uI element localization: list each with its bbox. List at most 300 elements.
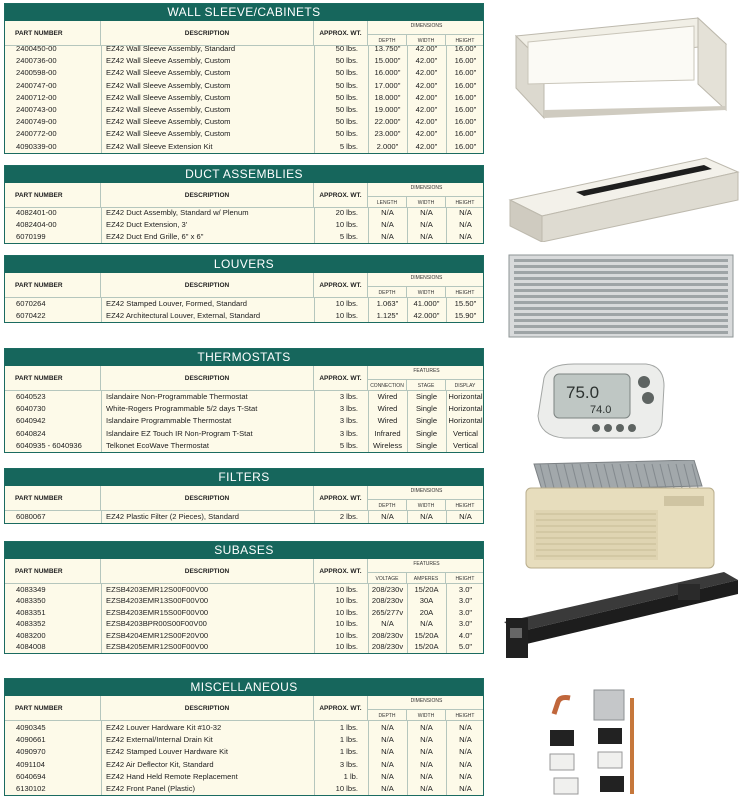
- section-2: [4, 255, 484, 323]
- section-title: THERMOSTATS: [5, 349, 483, 366]
- cell-dim-3: Horizontal: [448, 392, 483, 401]
- section-0: [4, 3, 484, 154]
- header-group-title: DIMENSIONS: [410, 23, 443, 29]
- table-row: [5, 104, 484, 116]
- cell-dim-3: 16.00": [454, 141, 477, 151]
- cell-dim-2: 42.000": [413, 311, 440, 321]
- cell-dim-1: N/A: [381, 220, 394, 230]
- cell-description: Islandaire Programmable Thermostat: [106, 416, 232, 426]
- cell-description: EZ42 Wall Sleeve Assembly, Custom: [106, 56, 231, 66]
- cell-weight: 1 lbs.: [339, 723, 358, 732]
- cell-dim-2: 42.00": [415, 129, 438, 139]
- cell-dim-2: N/A: [420, 735, 433, 745]
- duct-assembly-image: [506, 150, 742, 242]
- cell-description: Islandaire Non-Programmable Thermostat: [106, 392, 248, 401]
- cell-dim-2: N/A: [420, 723, 433, 732]
- cell-description: EZ42 Louver Hardware Kit #10-32: [106, 723, 222, 732]
- cell-dim-2: 15/20A: [414, 630, 439, 640]
- header-sub-2: HEIGHT: [446, 709, 484, 721]
- table-row: [5, 415, 484, 427]
- header-weight: APPROX. WT.: [314, 486, 368, 511]
- header-sub-1: STAGE: [407, 379, 446, 391]
- cell-part-number: 2400743-00: [16, 105, 57, 114]
- table-row: [5, 92, 484, 104]
- cell-weight: 10 lbs.: [335, 607, 358, 617]
- cell-dim-3: 3.0": [458, 596, 473, 606]
- header-part-number: PART NUMBER: [5, 21, 101, 46]
- table-row: [5, 428, 484, 440]
- cell-description: EZ42 Wall Sleeve Assembly, Custom: [106, 117, 231, 127]
- header-group-title: FEATURES: [413, 561, 440, 567]
- cell-dim-2: 42.00": [415, 44, 438, 53]
- cell-dim-1: N/A: [381, 747, 394, 757]
- table-row: [5, 630, 484, 642]
- header-group: [368, 366, 484, 391]
- cell-dim-1: 208/230v: [371, 596, 404, 606]
- cell-dim-3: N/A: [459, 747, 472, 757]
- cell-dim-3: N/A: [459, 784, 472, 793]
- header-sub-1: AMPERES: [407, 572, 446, 584]
- header-part-number: PART NUMBER: [5, 696, 101, 721]
- header-sub-1: WIDTH: [407, 34, 446, 46]
- cell-part-number: 4083352: [16, 619, 46, 629]
- cell-weight: 10 lbs.: [335, 784, 358, 793]
- table-row: [5, 128, 484, 140]
- cell-dim-1: 265/277v: [371, 607, 404, 617]
- table-row: [5, 746, 484, 758]
- cell-dim-1: 2.000": [376, 141, 399, 151]
- cell-dim-1: 15.000": [374, 56, 401, 66]
- table-header: [5, 696, 483, 721]
- section-title: MISCELLANEOUS: [5, 679, 483, 696]
- cell-part-number: 4083349: [16, 585, 46, 594]
- section-title: FILTERS: [5, 469, 483, 486]
- cell-description: EZ42 Wall Sleeve Assembly, Custom: [106, 80, 231, 90]
- cell-description: EZ42 Wall Sleeve Assembly, Custom: [106, 105, 231, 114]
- cell-part-number: 4083350: [16, 596, 46, 606]
- cell-weight: 5 lbs.: [339, 141, 358, 151]
- cell-weight: 50 lbs.: [335, 56, 358, 66]
- cell-dim-2: N/A: [420, 784, 433, 793]
- section-title: WALL SLEEVE/CABINETS: [5, 4, 483, 21]
- cell-dim-2: 20A: [419, 607, 434, 617]
- cell-part-number: 4090345: [16, 723, 46, 732]
- cell-part-number: 6070199: [16, 232, 46, 242]
- cell-description: EZSB4203EMR12S00F00V00: [106, 585, 209, 594]
- cell-description: EZ42 Duct Extension, 3': [106, 220, 188, 230]
- cell-description: EZSB4203EMR13S00F00V00: [106, 596, 209, 606]
- cell-dim-1: 1.125": [376, 311, 399, 321]
- cell-weight: 3 lbs.: [339, 759, 358, 769]
- cell-weight: 10 lbs.: [335, 630, 358, 640]
- cell-dim-1: N/A: [381, 619, 394, 629]
- cell-weight: 20 lbs.: [335, 208, 358, 217]
- louver-slat: [514, 313, 728, 316]
- table-row: [5, 783, 484, 795]
- louver-slat: [514, 301, 728, 304]
- cell-part-number: 2400450-00: [16, 44, 57, 53]
- cell-weight: 5 lbs.: [339, 440, 358, 450]
- thermostat-image: [534, 360, 668, 442]
- header-group: [368, 696, 484, 721]
- cell-dim-2: 42.00": [415, 68, 438, 78]
- cell-dim-1: 18.000": [374, 92, 401, 102]
- section-title: LOUVERS: [5, 256, 483, 273]
- cell-dim-3: 16.00": [454, 80, 477, 90]
- cell-weight: 1 lbs.: [339, 735, 358, 745]
- header-weight: APPROX. WT.: [314, 366, 368, 391]
- cell-dim-3: 16.00": [454, 117, 477, 127]
- header-group: [368, 273, 484, 298]
- cell-dim-2: 15/20A: [414, 642, 439, 651]
- cell-part-number: 2400598-00: [16, 68, 57, 78]
- cell-description: EZ42 Stamped Louver Hardware Kit: [106, 747, 228, 757]
- louver-slat: [514, 331, 728, 334]
- section-title: SUBASES: [5, 542, 483, 559]
- header-sub-0: DEPTH: [368, 34, 407, 46]
- cell-description: EZ42 External/Internal Drain Kit: [106, 735, 213, 745]
- cell-dim-3: Horizontal: [448, 416, 483, 426]
- cell-dim-1: N/A: [381, 232, 394, 242]
- thermostat-display-sub: 74.0: [590, 404, 612, 416]
- header-description: DESCRIPTION: [101, 273, 314, 298]
- table-row: [5, 391, 484, 403]
- cell-weight: 10 lbs.: [335, 299, 358, 308]
- cell-weight: 3 lbs.: [339, 428, 358, 438]
- cell-dim-1: 1.063": [376, 299, 399, 308]
- cell-dim-2: N/A: [420, 220, 433, 230]
- header-sub-1: WIDTH: [407, 196, 446, 208]
- cell-dim-3: 5.0": [458, 642, 473, 651]
- cell-part-number: 2400736-00: [16, 56, 57, 66]
- cell-dim-3: 16.00": [454, 105, 477, 114]
- table-header: [5, 273, 483, 298]
- louver-slat: [514, 295, 728, 298]
- cell-description: EZ42 Wall Sleeve Assembly, Custom: [106, 68, 231, 78]
- cell-dim-3: N/A: [459, 208, 472, 217]
- cell-dim-3: N/A: [459, 759, 472, 769]
- cell-description: EZ42 Wall Sleeve Assembly, Custom: [106, 92, 231, 102]
- cell-description: EZ42 Plastic Filter (2 Pieces), Standard: [106, 512, 239, 521]
- header-group: [368, 486, 484, 511]
- cell-weight: 1 lb.: [343, 771, 358, 781]
- cell-dim-3: 3.0": [458, 585, 473, 594]
- header-weight: APPROX. WT.: [314, 559, 368, 584]
- header-sub-2: HEIGHT: [446, 499, 484, 511]
- cell-dim-3: 15.90": [454, 311, 477, 321]
- cell-dim-1: 16.000": [374, 68, 401, 78]
- header-weight: APPROX. WT.: [314, 183, 368, 208]
- cell-part-number: 6070264: [16, 299, 46, 308]
- header-group-title: DIMENSIONS: [410, 698, 443, 704]
- cell-dim-3: N/A: [459, 723, 472, 732]
- cell-weight: 3 lbs.: [339, 416, 358, 426]
- header-sub-2: HEIGHT: [446, 286, 484, 298]
- cell-part-number: 2400712-00: [16, 92, 57, 102]
- cell-part-number: 6040824: [16, 428, 46, 438]
- header-group-title: DIMENSIONS: [410, 185, 443, 191]
- cell-weight: 10 lbs.: [335, 220, 358, 230]
- cell-dim-3: N/A: [459, 232, 472, 242]
- cell-dim-3: 16.00": [454, 68, 477, 78]
- header-sub-0: VOLTAGE: [368, 572, 407, 584]
- cell-description: EZSB4204EMR12S00F20V00: [106, 630, 209, 640]
- header-weight: APPROX. WT.: [314, 696, 368, 721]
- cell-part-number: 4090339-00: [16, 141, 57, 151]
- wall-sleeve-image: [508, 14, 728, 122]
- cell-description: EZ42 Front Panel (Plastic): [106, 784, 196, 793]
- table-header: [5, 559, 483, 584]
- cell-dim-1: N/A: [381, 771, 394, 781]
- table-row: [5, 43, 484, 55]
- cell-dim-2: N/A: [420, 208, 433, 217]
- table-row: [5, 618, 484, 630]
- table-row: [5, 771, 484, 783]
- header-group-title: DIMENSIONS: [410, 275, 443, 281]
- louver-slat: [514, 271, 728, 274]
- cell-weight: 3 lbs.: [339, 392, 358, 401]
- cell-dim-1: Wireless: [372, 440, 403, 450]
- cell-weight: 50 lbs.: [335, 117, 358, 127]
- cell-part-number: 2400747-00: [16, 80, 57, 90]
- header-sub-0: DEPTH: [368, 286, 407, 298]
- header-sub-0: CONNECTION: [368, 379, 407, 391]
- header-part-number: PART NUMBER: [5, 183, 101, 208]
- table-row: [5, 734, 484, 746]
- cell-part-number: 4082404-00: [16, 220, 57, 230]
- header-group: [368, 183, 484, 208]
- header-description: DESCRIPTION: [101, 486, 314, 511]
- cell-description: EZSB4205EMR12S00F00V00: [106, 642, 209, 651]
- cell-dim-2: 42.00": [415, 56, 438, 66]
- header-sub-2: HEIGHT: [446, 196, 484, 208]
- table-row: [5, 595, 484, 607]
- table-row: [5, 207, 484, 219]
- subase-image: [498, 566, 746, 666]
- header-description: DESCRIPTION: [101, 696, 314, 721]
- cell-dim-1: 23.000": [374, 129, 401, 139]
- cell-part-number: 6040730: [16, 404, 46, 414]
- cell-description: EZ42 Stamped Louver, Formed, Standard: [106, 299, 247, 308]
- louver-slat: [514, 325, 728, 328]
- cell-dim-3: 3.0": [458, 619, 473, 629]
- cell-dim-2: 42.00": [415, 92, 438, 102]
- cell-dim-3: 16.00": [454, 44, 477, 53]
- cell-dim-3: 16.00": [454, 56, 477, 66]
- table-row: [5, 55, 484, 67]
- cell-dim-3: 4.0": [458, 630, 473, 640]
- cell-dim-3: 3.0": [458, 607, 473, 617]
- louver-slat: [514, 307, 728, 310]
- cell-weight: 2 lbs.: [339, 512, 358, 521]
- table-row: [5, 403, 484, 415]
- louver-slat: [514, 319, 728, 322]
- cell-dim-2: Single: [415, 428, 438, 438]
- cell-dim-3: N/A: [459, 220, 472, 230]
- table-row: [5, 298, 484, 310]
- cell-dim-2: Single: [415, 392, 438, 401]
- filter-unit-image: [524, 460, 718, 570]
- cell-dim-1: 13.750": [374, 44, 401, 53]
- cell-dim-1: Wired: [377, 416, 398, 426]
- cell-dim-1: N/A: [381, 735, 394, 745]
- cell-dim-1: 22.000": [374, 117, 401, 127]
- table-row: [5, 440, 484, 452]
- cell-dim-1: Wired: [377, 404, 398, 414]
- cell-part-number: 6130102: [16, 784, 46, 793]
- cell-dim-3: Vertical: [453, 428, 478, 438]
- cell-part-number: 6080067: [16, 512, 46, 521]
- cell-dim-1: 208/230v: [371, 642, 404, 651]
- cell-dim-1: N/A: [381, 208, 394, 217]
- cell-part-number: 4082401-00: [16, 208, 57, 217]
- cell-dim-1: N/A: [381, 784, 394, 793]
- cell-dim-3: N/A: [459, 735, 472, 745]
- cell-weight: 10 lbs.: [335, 596, 358, 606]
- cell-dim-2: 42.00": [415, 105, 438, 114]
- table-header: [5, 183, 483, 208]
- section-title: DUCT ASSEMBLIES: [5, 166, 483, 183]
- cell-weight: 5 lbs.: [339, 232, 358, 242]
- header-weight: APPROX. WT.: [314, 273, 368, 298]
- cell-dim-2: N/A: [420, 232, 433, 242]
- cell-weight: 50 lbs.: [335, 44, 358, 53]
- header-weight: APPROX. WT.: [314, 21, 368, 46]
- cell-part-number: 6040694: [16, 771, 46, 781]
- cell-description: EZ42 Architectural Louver, External, Standard: [106, 311, 261, 321]
- cell-weight: 50 lbs.: [335, 92, 358, 102]
- cell-part-number: 4090970: [16, 747, 46, 757]
- cell-description: EZSB4203EMR15S00F00V00: [106, 607, 209, 617]
- header-sub-2: HEIGHT: [446, 572, 484, 584]
- cell-dim-1: N/A: [381, 759, 394, 769]
- cell-description: EZ42 Wall Sleeve Assembly, Custom: [106, 129, 231, 139]
- cell-part-number: 4084008: [16, 642, 46, 651]
- misc-hardware-image: [540, 684, 670, 800]
- header-sub-2: DISPLAY: [446, 379, 484, 391]
- header-part-number: PART NUMBER: [5, 366, 101, 391]
- louver-slat: [514, 277, 728, 280]
- cell-dim-2: N/A: [420, 747, 433, 757]
- header-part-number: PART NUMBER: [5, 273, 101, 298]
- header-group-title: DIMENSIONS: [410, 488, 443, 494]
- cell-dim-1: 19.000": [374, 105, 401, 114]
- cell-dim-1: N/A: [381, 512, 394, 521]
- table-row: [5, 722, 484, 734]
- cell-dim-2: N/A: [420, 619, 433, 629]
- cell-dim-2: 15/20A: [414, 585, 439, 594]
- header-sub-1: WIDTH: [407, 499, 446, 511]
- cell-dim-2: Single: [415, 416, 438, 426]
- cell-weight: 10 lbs.: [335, 311, 358, 321]
- header-sub-0: DEPTH: [368, 709, 407, 721]
- table-row: [5, 607, 484, 619]
- thermostat-display-main: 75.0: [566, 383, 600, 402]
- header-description: DESCRIPTION: [101, 183, 314, 208]
- header-sub-0: LENGTH: [368, 196, 407, 208]
- table-header: [5, 366, 483, 391]
- cell-part-number: 2400772-00: [16, 129, 57, 139]
- cell-dim-2: 42.00": [415, 141, 438, 151]
- table-row: [5, 310, 484, 322]
- cell-description: EZ42 Wall Sleeve Extension Kit: [106, 141, 213, 151]
- cell-dim-3: Vertical: [453, 440, 478, 450]
- cell-weight: 50 lbs.: [335, 105, 358, 114]
- section-5: [4, 541, 484, 654]
- header-description: DESCRIPTION: [101, 366, 314, 391]
- table-row: [5, 80, 484, 92]
- cell-dim-3: N/A: [459, 771, 472, 781]
- cell-description: EZ42 Air Deflector Kit, Standard: [106, 759, 214, 769]
- louver-image: [508, 254, 734, 338]
- cell-description: EZ42 Wall Sleeve Assembly, Standard: [106, 44, 236, 53]
- cell-dim-2: N/A: [420, 771, 433, 781]
- cell-dim-3: Horizontal: [448, 404, 483, 414]
- cell-part-number: 4083200: [16, 630, 46, 640]
- section-6: [4, 678, 484, 796]
- cell-dim-2: 42.00": [415, 80, 438, 90]
- header-part-number: PART NUMBER: [5, 559, 101, 584]
- table-row: [5, 759, 484, 771]
- cell-part-number: 6070422: [16, 311, 46, 321]
- cell-description: EZ42 Hand Held Remote Replacement: [106, 771, 238, 781]
- cell-dim-2: N/A: [420, 512, 433, 521]
- cell-weight: 10 lbs.: [335, 619, 358, 629]
- table-row: [5, 641, 484, 653]
- cell-part-number: 2400749-00: [16, 117, 57, 127]
- cell-dim-2: 30A: [419, 596, 434, 606]
- cell-dim-3: 16.00": [454, 129, 477, 139]
- cell-dim-3: 16.00": [454, 92, 477, 102]
- cell-dim-2: N/A: [420, 759, 433, 769]
- header-sub-1: WIDTH: [407, 286, 446, 298]
- table-row: [5, 511, 484, 523]
- header-group: [368, 559, 484, 584]
- louver-slat: [514, 283, 728, 286]
- cell-part-number: 6040523: [16, 392, 46, 401]
- section-4: [4, 468, 484, 524]
- table-header: [5, 486, 483, 511]
- cell-description: White-Rogers Programmable 5/2 days T-Stat: [106, 404, 258, 414]
- table-row: [5, 219, 484, 231]
- header-sub-0: DEPTH: [368, 499, 407, 511]
- cell-description: EZ42 Duct End Grille, 6" x 6": [106, 232, 204, 242]
- cell-dim-2: 41.000": [413, 299, 440, 308]
- cell-weight: 50 lbs.: [335, 80, 358, 90]
- cell-part-number: 4091104: [16, 759, 45, 769]
- table-row: [5, 67, 484, 79]
- cell-dim-3: 15.50": [454, 299, 477, 308]
- header-description: DESCRIPTION: [101, 21, 314, 46]
- louver-slat: [514, 259, 728, 262]
- cell-weight: 1 lbs.: [339, 747, 358, 757]
- cell-weight: 3 lbs.: [339, 404, 358, 414]
- cell-description: Telkonet EcoWave Thermostat: [106, 440, 209, 450]
- cell-weight: 10 lbs.: [335, 642, 358, 651]
- header-sub-1: WIDTH: [407, 709, 446, 721]
- cell-dim-3: N/A: [459, 512, 472, 521]
- cell-dim-1: N/A: [381, 723, 394, 732]
- cell-dim-2: Single: [415, 404, 438, 414]
- cell-dim-1: 208/230v: [371, 585, 404, 594]
- table-row: [5, 116, 484, 128]
- cell-part-number: 6040942: [16, 416, 46, 426]
- cell-dim-2: Single: [415, 440, 438, 450]
- cell-description: EZSB4203BPR00S00F00V00: [106, 619, 207, 629]
- header-sub-2: HEIGHT: [446, 34, 484, 46]
- louver-slat: [514, 265, 728, 268]
- cell-dim-1: 208/230v: [371, 630, 404, 640]
